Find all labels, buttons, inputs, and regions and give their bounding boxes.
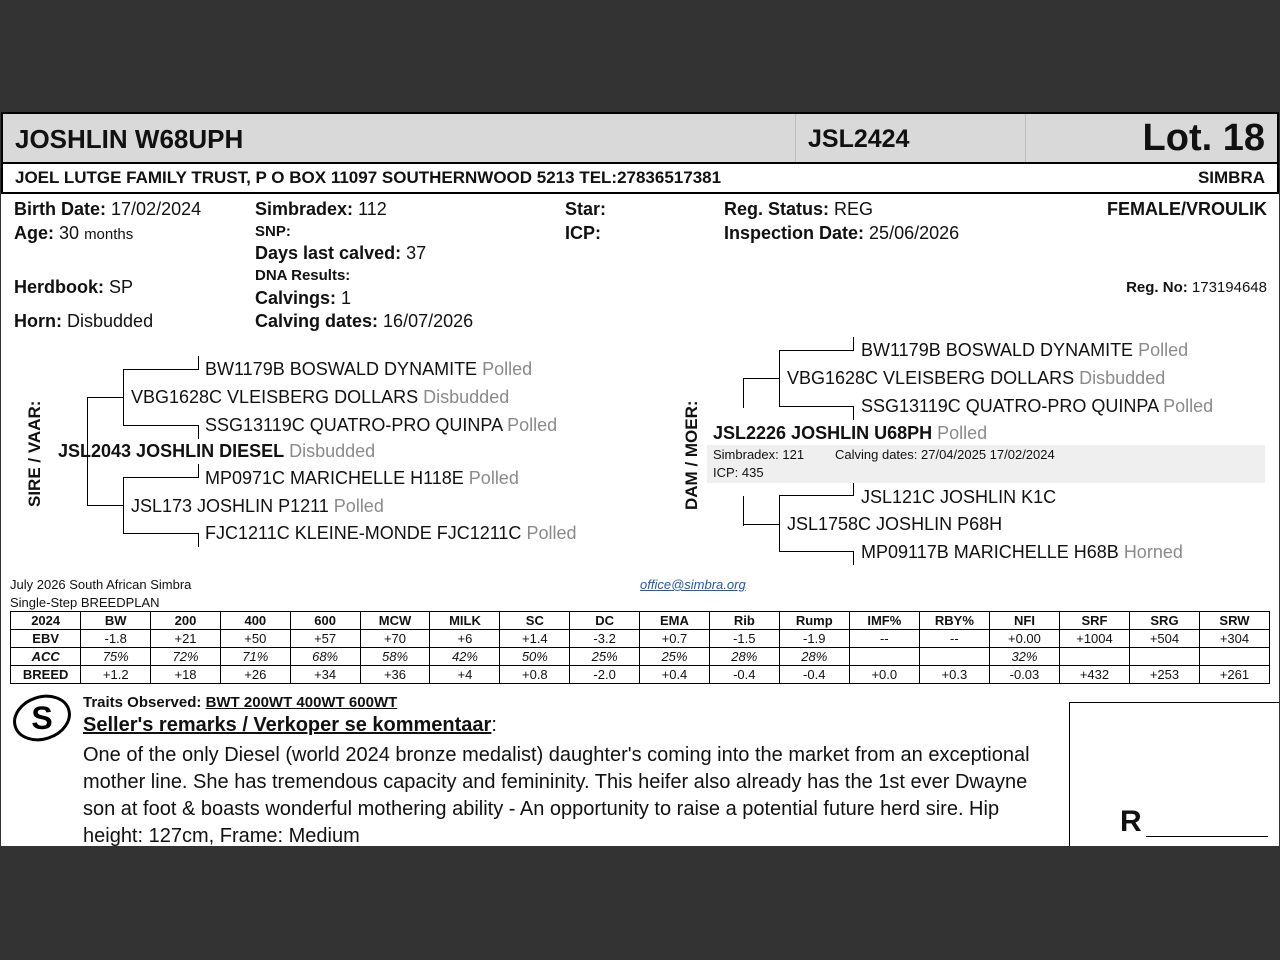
pedigree-line bbox=[853, 337, 854, 351]
bid-line bbox=[1146, 836, 1268, 837]
breedplan-line1: July 2026 South African Simbra bbox=[10, 577, 192, 592]
ebv-cell: -0.4 bbox=[779, 666, 849, 684]
ebv-row-label: EBV bbox=[11, 630, 81, 648]
pedigree-line bbox=[743, 378, 744, 408]
ebv-cell: 75% bbox=[81, 648, 151, 666]
ebv-header-cell: Rump bbox=[779, 612, 849, 630]
ebv-cell: +4 bbox=[430, 666, 500, 684]
ebv-header-cell: 600 bbox=[290, 612, 360, 630]
pedigree-line bbox=[779, 406, 853, 407]
simbradex: Simbradex: 112 bbox=[255, 199, 387, 219]
breedplan-line2: Single-Step BREEDPLAN bbox=[10, 595, 160, 610]
ebv-header-cell: SRG bbox=[1130, 612, 1200, 630]
pedigree-line bbox=[743, 524, 779, 525]
icp-label: ICP: bbox=[565, 223, 601, 243]
sire-sire-dam: SSG13119C QUATRO-PRO QUINPA Polled bbox=[205, 415, 558, 435]
dam-name: JSL2226 JOSHLIN U68PH Polled bbox=[713, 423, 988, 443]
ebv-cell: 50% bbox=[500, 648, 570, 666]
ebv-cell: +1004 bbox=[1059, 630, 1129, 648]
sire-name: JSL2043 JOSHLIN DIESEL Disbudded bbox=[58, 441, 376, 461]
ebv-cell: +0.00 bbox=[989, 630, 1059, 648]
ebv-cell: +50 bbox=[220, 630, 290, 648]
ebv-cell: 58% bbox=[360, 648, 430, 666]
ebv-header-cell: RBY% bbox=[919, 612, 989, 630]
dam-sire-dam: SSG13119C QUATRO-PRO QUINPA Polled bbox=[861, 396, 1214, 416]
ebv-cell: +0.8 bbox=[500, 666, 570, 684]
ebv-cell: 28% bbox=[709, 648, 779, 666]
ebv-header-cell: 200 bbox=[151, 612, 221, 630]
ebv-cell: -- bbox=[919, 630, 989, 648]
ebv-header-cell: SRW bbox=[1199, 612, 1269, 630]
ebv-cell: -0.03 bbox=[989, 666, 1059, 684]
ebv-header-cell: 2024 bbox=[11, 612, 81, 630]
sire-dam-sire: MP0971C MARICHELLE H118E Polled bbox=[205, 468, 519, 488]
ebv-cell bbox=[1130, 648, 1200, 666]
ebv-row-label: ACC bbox=[11, 648, 81, 666]
ebv-cell bbox=[1199, 648, 1269, 666]
ebv-cell: +304 bbox=[1199, 630, 1269, 648]
ebv-cell: 71% bbox=[220, 648, 290, 666]
star-label: Star: bbox=[565, 199, 607, 219]
ebv-row bbox=[11, 630, 1270, 648]
ebv-cell: 42% bbox=[430, 648, 500, 666]
pedigree-line bbox=[779, 350, 780, 406]
pedigree-line bbox=[123, 477, 124, 533]
ebv-cell: -- bbox=[849, 630, 919, 648]
ebv-cell: +1.2 bbox=[81, 666, 151, 684]
bid-box[interactable] bbox=[1069, 702, 1279, 846]
ebv-cell: 32% bbox=[989, 648, 1059, 666]
dam-calving-dates: Calving dates: 27/04/2025 17/02/2024 bbox=[835, 447, 1055, 462]
ebv-header-cell: Rib bbox=[709, 612, 779, 630]
pedigree-line bbox=[87, 505, 123, 506]
pedigree-line bbox=[779, 551, 853, 552]
pedigree-line bbox=[853, 551, 854, 565]
pedigree-line bbox=[779, 495, 780, 551]
ebv-cell: +261 bbox=[1199, 666, 1269, 684]
lot-card bbox=[1, 112, 1279, 846]
days-last-calved: Days last calved: 37 bbox=[255, 243, 427, 263]
ebv-header-cell: SC bbox=[500, 612, 570, 630]
remarks-text: One of the only Diesel (world 2024 bronze medalist) daughter's coming into the market from an exceptional mother line. She has tremendous capacity and femininity. This heifer also already has the 1st ever Dwayne son at foot & boasts wonderful mothering ability - An opportunity to raise a potential future herd sire. Hip height: 127cm, Frame: Medium bbox=[83, 744, 1030, 846]
ebv-cell: -1.9 bbox=[779, 630, 849, 648]
ebv-cell: +0.0 bbox=[849, 666, 919, 684]
pedigree-line bbox=[779, 350, 853, 351]
ebv-cell: +57 bbox=[290, 630, 360, 648]
herdbook: Herdbook: SP bbox=[14, 277, 134, 297]
pedigree-line bbox=[743, 378, 779, 379]
ebv-cell: -1.5 bbox=[709, 630, 779, 648]
animal-code: JSL2424 bbox=[808, 125, 910, 153]
birth-date: Birth Date: 17/02/2024 bbox=[14, 199, 202, 219]
ebv-cell: +34 bbox=[290, 666, 360, 684]
remarks-title: Seller's remarks / Verkoper se kommentaar: bbox=[83, 714, 497, 736]
ebv-cell: -1.8 bbox=[81, 630, 151, 648]
dna-results-label: DNA Results: bbox=[255, 267, 351, 284]
ebv-header-cell: SRF bbox=[1059, 612, 1129, 630]
lot-number: Lot. 18 bbox=[1142, 117, 1265, 159]
sire-sire: VBG1628C VLEISBERG DOLLARS Disbudded bbox=[131, 387, 510, 407]
ebv-cell: +26 bbox=[220, 666, 290, 684]
ebv-cell: +0.7 bbox=[640, 630, 710, 648]
breed-label: SIMBRA bbox=[1197, 168, 1265, 187]
ebv-cell bbox=[1059, 648, 1129, 666]
pedigree-line bbox=[123, 477, 198, 478]
ebv-cell: +36 bbox=[360, 666, 430, 684]
reg-status: Reg. Status: REG bbox=[724, 199, 874, 219]
ebv-cell: +504 bbox=[1130, 630, 1200, 648]
ebv-cell: 28% bbox=[779, 648, 849, 666]
ebv-header-cell: DC bbox=[570, 612, 640, 630]
dam-sire-sire: BW1179B BOSWALD DYNAMITE Polled bbox=[861, 340, 1189, 360]
sire-side-label: SIRE / VAAR: bbox=[25, 400, 44, 507]
bid-currency-label: R bbox=[1120, 805, 1142, 838]
ebv-cell: 72% bbox=[151, 648, 221, 666]
ebv-cell bbox=[849, 648, 919, 666]
pedigree-line bbox=[123, 369, 198, 370]
pedigree-line bbox=[198, 464, 199, 478]
pedigree-line bbox=[779, 495, 853, 496]
snp-label: SNP: bbox=[255, 223, 291, 240]
sire-sire-sire: BW1179B BOSWALD DYNAMITE Polled bbox=[205, 359, 533, 379]
ebv-header-cell: MCW bbox=[360, 612, 430, 630]
simbra-logo-icon bbox=[11, 692, 75, 742]
dam-simbradex: Simbradex: 121 bbox=[713, 447, 805, 462]
dam-dam-sire: JSL121C JOSHLIN K1C bbox=[861, 487, 1057, 507]
ebv-table bbox=[10, 611, 1270, 684]
ebv-cell: 68% bbox=[290, 648, 360, 666]
ebv-header-cell: IMF% bbox=[849, 612, 919, 630]
owner-bar bbox=[1, 164, 1279, 194]
reg-no: Reg. No: 173194648 bbox=[1126, 279, 1267, 296]
age: Age: 30 months bbox=[14, 223, 134, 243]
ebv-cell: 25% bbox=[570, 648, 640, 666]
pedigree-line bbox=[853, 482, 854, 496]
ebv-cell: +21 bbox=[151, 630, 221, 648]
ebv-cell: -2.0 bbox=[570, 666, 640, 684]
sire-dam: JSL173 JOSHLIN P1211 Polled bbox=[131, 496, 384, 516]
owner-line: JOEL LUTGE FAMILY TRUST, P O BOX 11097 SOUTHERNWOOD 5213 TEL:27836517381 bbox=[15, 168, 722, 187]
horn: Horn: Disbudded bbox=[14, 311, 154, 331]
ebv-cell: +70 bbox=[360, 630, 430, 648]
ebv-cell: +1.4 bbox=[500, 630, 570, 648]
ebv-cell: +432 bbox=[1059, 666, 1129, 684]
ebv-cell: -0.4 bbox=[709, 666, 779, 684]
ebv-cell: +6 bbox=[430, 630, 500, 648]
sex-label: FEMALE/VROULIK bbox=[1107, 199, 1267, 219]
dam-side-label: DAM / MOER: bbox=[682, 400, 701, 510]
ebv-cell: +0.3 bbox=[919, 666, 989, 684]
pedigree-line bbox=[123, 369, 124, 425]
pedigree-line bbox=[123, 425, 198, 426]
pedigree-line bbox=[123, 533, 198, 534]
ebv-row bbox=[11, 666, 1270, 684]
ebv-row bbox=[11, 648, 1270, 666]
calvings: Calvings: 1 bbox=[255, 288, 352, 308]
ebv-header-cell: 400 bbox=[220, 612, 290, 630]
header-divider bbox=[795, 114, 796, 162]
inspection-date: Inspection Date: 25/06/2026 bbox=[724, 223, 960, 243]
ebv-cell: +253 bbox=[1130, 666, 1200, 684]
ebv-cell bbox=[919, 648, 989, 666]
pedigree-line bbox=[198, 425, 199, 439]
ebv-cell: +18 bbox=[151, 666, 221, 684]
traits-observed: Traits Observed: BWT 200WT 400WT 600WT bbox=[83, 694, 398, 711]
dam-dam: JSL1758C JOSHLIN P68H bbox=[787, 514, 1003, 534]
ebv-header-cell: BW bbox=[81, 612, 151, 630]
svg-text:S: S bbox=[31, 700, 53, 736]
ebv-row-label: BREED bbox=[11, 666, 81, 684]
pedigree-line bbox=[87, 397, 123, 398]
dam-dam-dam: MP09117B MARICHELLE H68B Horned bbox=[861, 542, 1183, 562]
ebv-header-cell: NFI bbox=[989, 612, 1059, 630]
pedigree-line bbox=[853, 406, 854, 420]
pedigree-line bbox=[198, 533, 199, 547]
dam-sire: VBG1628C VLEISBERG DOLLARS Disbudded bbox=[787, 368, 1166, 388]
calving-dates: Calving dates: 16/07/2026 bbox=[255, 311, 474, 331]
ebv-cell: -3.2 bbox=[570, 630, 640, 648]
ebv-cell: +0.4 bbox=[640, 666, 710, 684]
ebv-header-cell: EMA bbox=[640, 612, 710, 630]
ebv-header-cell: MILK bbox=[430, 612, 500, 630]
ebv-header-row bbox=[11, 612, 1270, 630]
animal-name: JOSHLIN W68UPH bbox=[15, 124, 244, 154]
email-link[interactable]: office@simbra.org bbox=[640, 577, 746, 592]
header-bar bbox=[1, 112, 1279, 164]
ebv-cell: 25% bbox=[640, 648, 710, 666]
dam-icp: ICP: 435 bbox=[713, 465, 764, 480]
header-divider bbox=[1025, 114, 1026, 162]
sire-dam-dam: FJC1211C KLEINE-MONDE FJC1211C Polled bbox=[205, 523, 577, 543]
pedigree-line bbox=[198, 356, 199, 370]
pedigree-line bbox=[743, 496, 744, 526]
